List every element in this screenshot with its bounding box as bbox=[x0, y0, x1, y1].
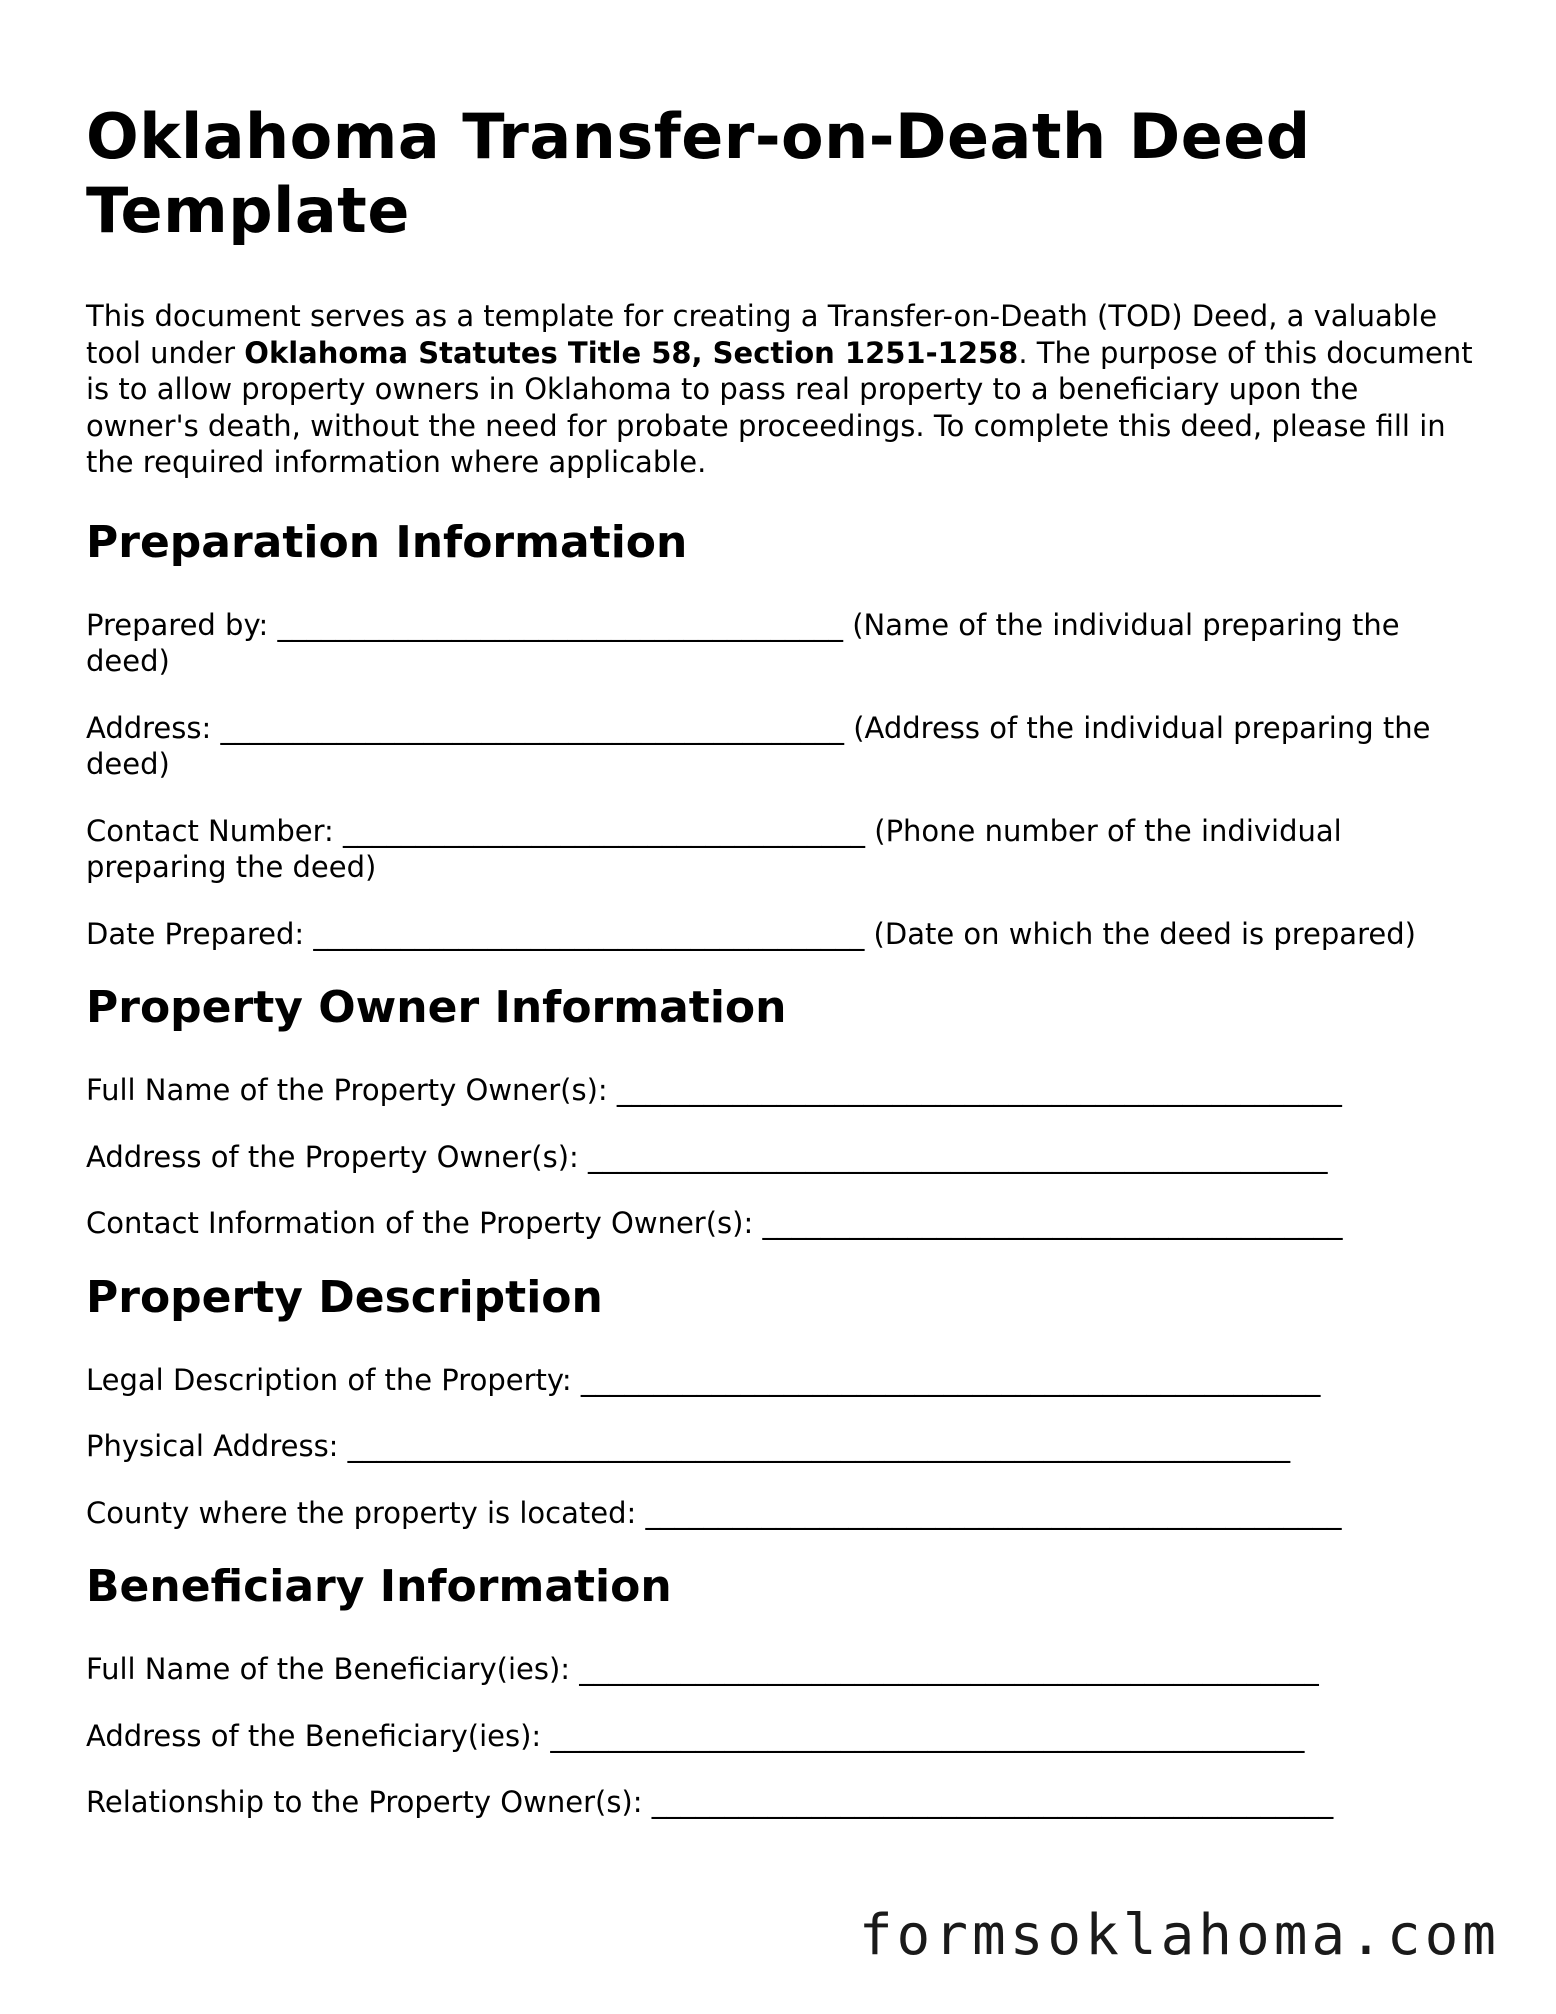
fill-in-blank[interactable]: ________________________________________________ bbox=[645, 1495, 1342, 1530]
field-label: Contact Number: bbox=[86, 813, 344, 848]
field-label: Address of the Property Owner(s): bbox=[86, 1139, 589, 1174]
field-label: Physical Address: bbox=[86, 1429, 348, 1463]
field-note: (Phone number of the individual preparing the deed) bbox=[86, 813, 1342, 884]
field-beneficiary-address bbox=[86, 1718, 1466, 1755]
fill-in-blank[interactable]: ___________________________________________________ bbox=[580, 1362, 1321, 1397]
field-label: Full Name of the Beneficiary(ies): bbox=[86, 1652, 580, 1686]
field-label: Full Name of the Property Owner(s): bbox=[86, 1073, 617, 1107]
preparation-section bbox=[86, 517, 1476, 953]
fill-in-blank[interactable]: _______________________________________________ bbox=[651, 1785, 1334, 1819]
field-note: (Name of the individual preparing the deed) bbox=[86, 607, 1400, 678]
intro-statute-reference: Oklahoma Statutes Title 58, Section 1251-1258 bbox=[244, 335, 1019, 370]
field-owner-contact bbox=[86, 1205, 1466, 1242]
field-label: Relationship to the Property Owner(s): bbox=[86, 1785, 652, 1819]
intro-text-before: This document serves as a template for creating a Transfer-on-Death (TOD) Deed, a valuable tool under bbox=[86, 299, 1438, 370]
section-heading-preparation: Preparation Information bbox=[86, 516, 688, 568]
document-page bbox=[86, 100, 1476, 1851]
field-label: Date Prepared: bbox=[86, 916, 314, 951]
fill-in-blank[interactable]: ___________________________________________________ bbox=[588, 1139, 1328, 1174]
beneficiary-section bbox=[86, 1561, 1476, 1821]
section-heading-beneficiary: Beneficiary Information bbox=[86, 1561, 672, 1612]
fill-in-blank[interactable]: _________________________________________________________________ bbox=[347, 1429, 1291, 1463]
owner-section bbox=[86, 982, 1476, 1242]
field-label: County where the property is located: bbox=[86, 1495, 646, 1530]
document-title: Oklahoma Transfer-on-Death Deed Template bbox=[86, 100, 1311, 247]
field-label: Prepared by: bbox=[86, 607, 278, 642]
section-heading-owner: Property Owner Information bbox=[86, 982, 787, 1033]
field-note: (Date on which the deed is prepared) bbox=[864, 916, 1416, 951]
intro-text-after: . The purpose of this document is to allow property owners in Oklahoma to pass real property to a beneficiary upon the owner's death, without the need for probate proceedings. To complete this deed, please fill in the required information where applicable. bbox=[86, 335, 1473, 479]
intro-paragraph bbox=[86, 298, 1476, 481]
fill-in-blank[interactable]: _______________________________________ bbox=[277, 607, 843, 642]
fill-in-blank[interactable]: ___________________________________________________ bbox=[579, 1652, 1319, 1686]
field-prepared-by bbox=[86, 607, 1466, 680]
field-contact-number bbox=[86, 813, 1466, 886]
field-owner-name bbox=[86, 1072, 1466, 1109]
field-label: Contact Information of the Property Owner(s): bbox=[86, 1206, 763, 1240]
fill-in-blank[interactable]: ______________________________________ bbox=[313, 916, 865, 951]
fill-in-blank[interactable]: ____________________________________ bbox=[343, 813, 866, 848]
field-date-prepared bbox=[86, 916, 1466, 953]
field-note: (Address of the individual preparing the deed) bbox=[86, 710, 1431, 781]
fill-in-blank[interactable]: ____________________________________________________ bbox=[550, 1718, 1305, 1753]
fill-in-blank[interactable]: ________________________________________ bbox=[762, 1206, 1343, 1240]
field-owner-address bbox=[86, 1139, 1466, 1176]
field-relationship bbox=[86, 1784, 1466, 1821]
field-physical-address bbox=[86, 1428, 1466, 1465]
field-label: Legal Description of the Property: bbox=[86, 1362, 581, 1397]
fill-in-blank[interactable]: __________________________________________________ bbox=[616, 1073, 1342, 1107]
field-label: Address: bbox=[86, 710, 221, 745]
field-county bbox=[86, 1495, 1466, 1532]
field-label: Address of the Beneficiary(ies): bbox=[86, 1718, 551, 1753]
field-preparer-address bbox=[86, 710, 1466, 783]
field-legal-description bbox=[86, 1362, 1466, 1399]
property-section bbox=[86, 1272, 1476, 1532]
fill-in-blank[interactable]: ___________________________________________ bbox=[220, 710, 844, 745]
site-watermark: formsoklahoma.com bbox=[858, 1903, 1500, 1968]
field-beneficiary-name bbox=[86, 1651, 1466, 1688]
section-heading-property: Property Description bbox=[86, 1271, 603, 1323]
